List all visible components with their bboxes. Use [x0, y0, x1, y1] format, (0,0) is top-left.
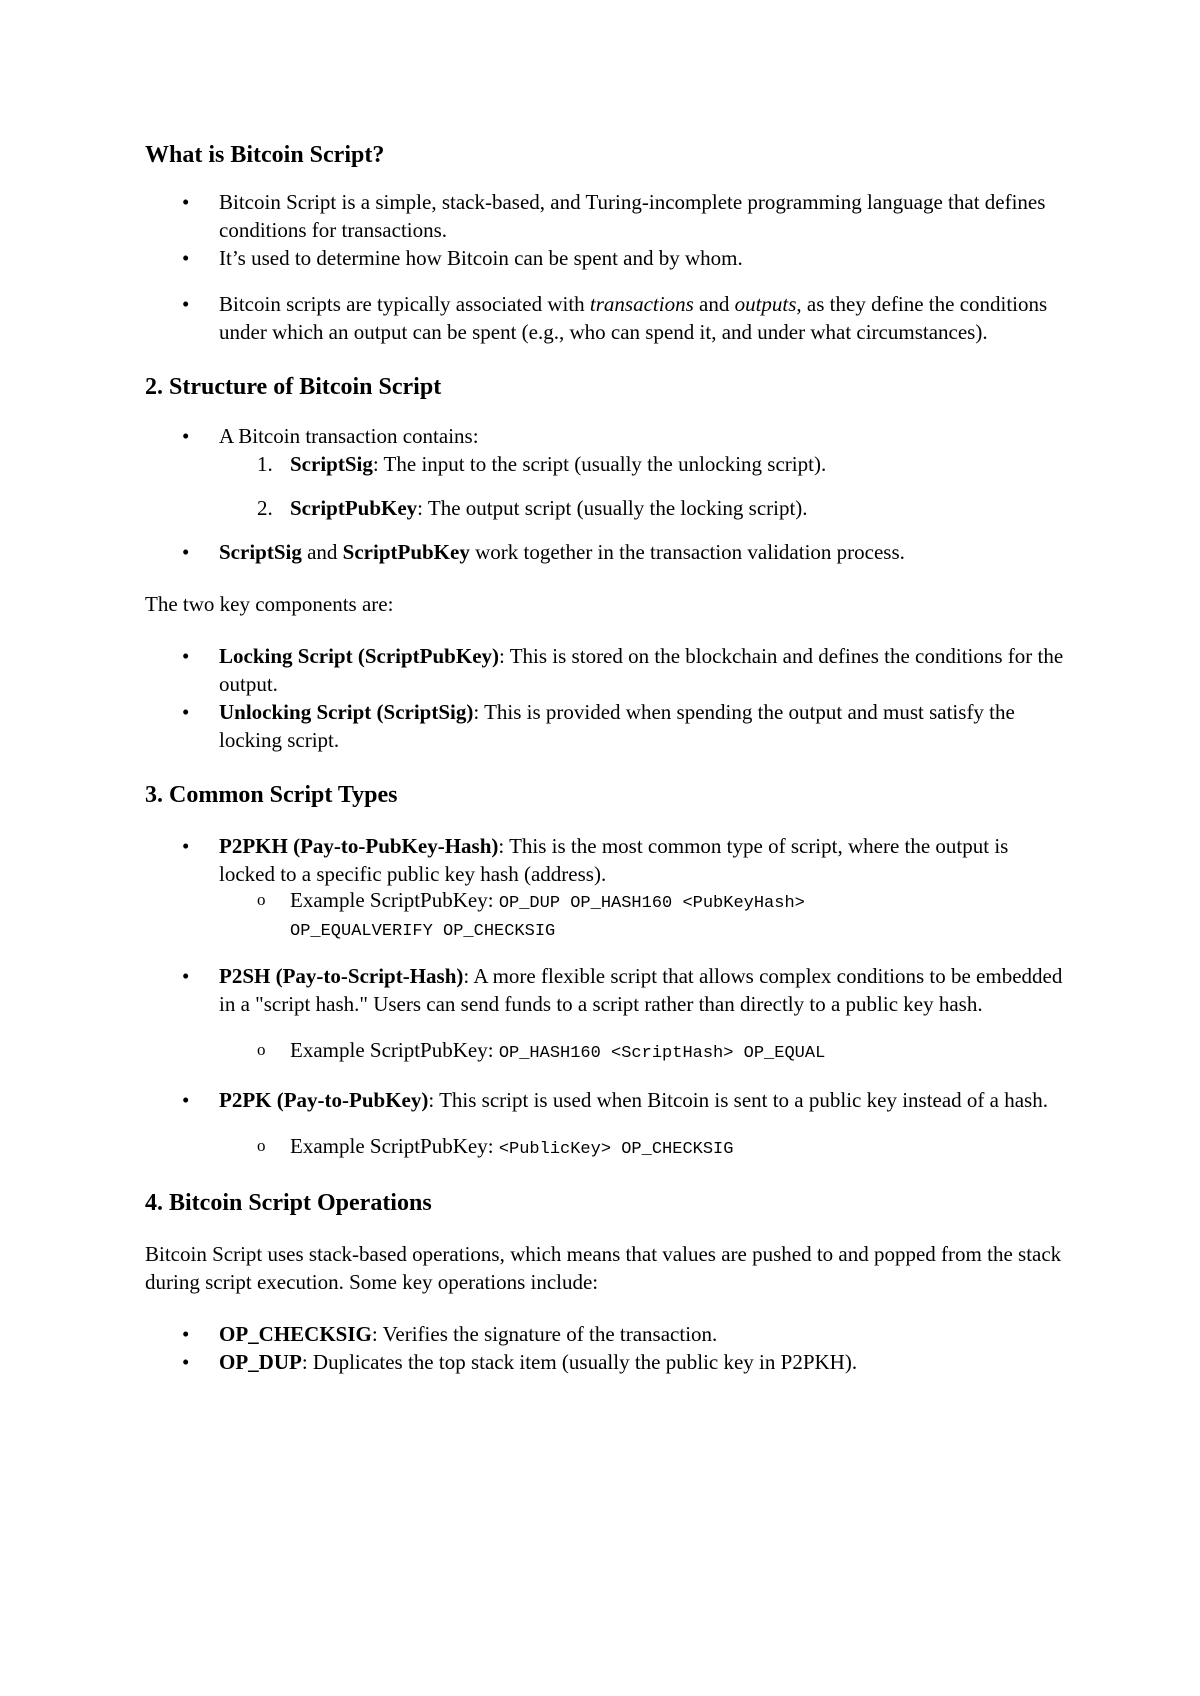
code-snippet: OP_DUP OP_HASH160 <PubKeyHash>	[498, 894, 805, 913]
term-scriptpubkey: ScriptPubKey	[342, 540, 470, 564]
bullet-item	[145, 244, 1065, 272]
term-p2pk: P2PK (Pay-to-PubKey)	[219, 1088, 429, 1112]
sub-bullet-item	[145, 888, 1065, 944]
item-text: : The input to the script (usually the unlocking script).	[372, 452, 827, 476]
example-label: Example ScriptPubKey:	[290, 1038, 499, 1062]
term-p2sh: P2SH (Pay-to-Script-Hash)	[219, 964, 464, 988]
sub-bullet-item	[145, 1132, 1065, 1164]
bullet-text: Bitcoin Script is a simple, stack-based, and Turing-incomplete programming language that defines conditions for transactions.	[219, 190, 1046, 242]
bullet-item	[145, 1086, 1065, 1114]
bullet-item	[145, 538, 1065, 566]
code-snippet: OP_EQUALVERIFY OP_CHECKSIG	[290, 922, 556, 941]
bullet-text: : A more flexible script that allows complex conditions to be embedded in a "script hash." Users can send funds to a script rather than directly to a public key hash.	[219, 964, 1063, 1016]
emphasis-outputs: outputs	[734, 292, 797, 316]
term-op-checksig: OP_CHECKSIG	[219, 1322, 372, 1346]
bullet-text: Bitcoin scripts are typically associated with	[219, 292, 590, 316]
paragraph-key-components: The two key components are:	[145, 592, 394, 616]
bullet-text: : Duplicates the top stack item (usually the public key in P2PKH).	[301, 1350, 858, 1374]
term-scriptsig: ScriptSig	[219, 540, 302, 564]
bullet-item	[145, 1320, 1065, 1348]
code-snippet: <PublicKey> OP_CHECKSIG	[498, 1140, 734, 1159]
term-scriptpubkey: ScriptPubKey	[290, 496, 418, 520]
paragraph-operations: Bitcoin Script uses stack-based operations, which means that values are pushed to and popped from the stack during script execution. Some key operations include:	[145, 1242, 1062, 1294]
bullet-text: A Bitcoin transaction contains:	[219, 424, 479, 448]
bullet-item	[145, 290, 1065, 346]
bullet-text: : This is stored on the blockchain and defines the conditions for the output.	[219, 644, 1064, 696]
numbered-item	[145, 450, 1065, 478]
bullet-text: and	[301, 540, 343, 564]
bullet-item	[145, 1348, 1065, 1376]
item-number: 1.	[257, 452, 273, 476]
numbered-item	[145, 494, 1065, 522]
section-heading-structure: 2. Structure of Bitcoin Script	[145, 374, 442, 400]
bullet-item	[145, 832, 1065, 888]
bullet-item	[145, 642, 1065, 698]
bullet-item	[145, 422, 1065, 450]
item-number: 2.	[257, 496, 273, 520]
example-label: Example ScriptPubKey:	[290, 1134, 499, 1158]
term-scriptsig: ScriptSig	[290, 452, 373, 476]
code-snippet: OP_HASH160 <ScriptHash> OP_EQUAL	[498, 1044, 826, 1063]
bullet-text: : This is provided when spending the output and must satisfy the locking script.	[219, 700, 1015, 752]
bullet-text: , as they define the conditions under which an output can be spent (e.g., who can spend it, and under what circumstances).	[219, 292, 1048, 344]
bullet-text: work together in the transaction validation process.	[469, 540, 905, 564]
bullet-text: : Verifies the signature of the transaction.	[371, 1322, 718, 1346]
emphasis-transactions: transactions	[589, 292, 694, 316]
section-heading-what-is-bitcoin-script: What is Bitcoin Script?	[145, 142, 385, 168]
bullet-item	[145, 188, 1065, 244]
bullet-text: and	[693, 292, 735, 316]
example-label: Example ScriptPubKey:	[290, 888, 499, 912]
sub-bullet-item	[145, 1036, 1065, 1068]
term-op-dup: OP_DUP	[219, 1350, 302, 1374]
bullet-text: : This script is used when Bitcoin is sent to a public key instead of a hash.	[428, 1088, 1048, 1112]
term-unlocking-script: Unlocking Script (ScriptSig)	[219, 700, 474, 724]
section-heading-common-script-types: 3. Common Script Types	[145, 782, 398, 808]
term-locking-script: Locking Script (ScriptPubKey)	[219, 644, 500, 668]
item-text: : The output script (usually the locking script).	[417, 496, 808, 520]
bullet-item	[145, 962, 1065, 1018]
section-heading-script-operations: 4. Bitcoin Script Operations	[145, 1190, 432, 1216]
term-p2pkh: P2PKH (Pay-to-PubKey-Hash)	[219, 834, 499, 858]
document-page	[145, 140, 1065, 1376]
bullet-text: It’s used to determine how Bitcoin can be spent and by whom.	[219, 246, 743, 270]
bullet-text: : This is the most common type of script, where the output is locked to a specific public key hash (address).	[219, 834, 1009, 886]
bullet-item	[145, 698, 1065, 754]
